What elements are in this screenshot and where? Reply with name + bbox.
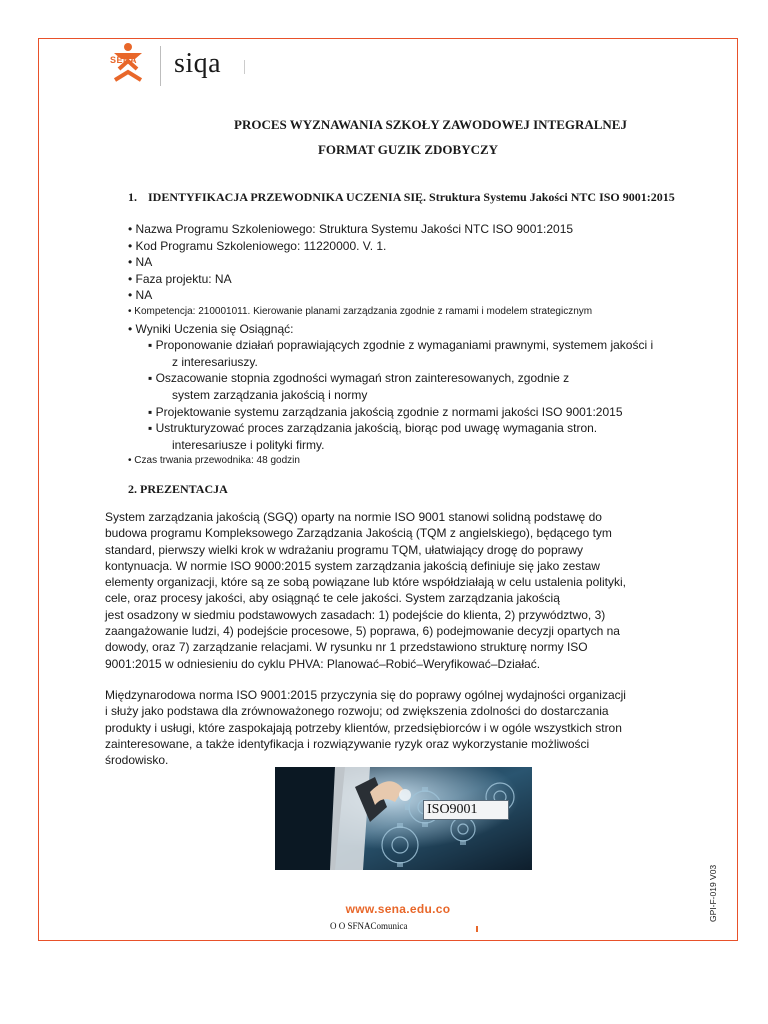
project-phase: • Faza projektu: NA [128, 271, 232, 286]
paragraph-line: zaangażowanie ludzi, 4) podejście procesowe, 5) poprawa, 6) podejmowanie decyzji opartych na [105, 624, 620, 639]
footer-accent [476, 926, 478, 932]
learning-outcome-continued: system zarządzania jakością i normy [172, 387, 368, 402]
paragraph-line: i służy jako podstawa dla zrównoważonego rozwoju; od zwiększenia zdolności do dostarczania [105, 704, 609, 719]
paragraph-line: kontynuacja. W normie ISO 9000:2015 system zarządzania jakością definiuje się jako zestaw [105, 558, 600, 573]
presentation-paragraph-2 [105, 687, 645, 768]
section1-list [128, 221, 708, 470]
section1-heading [128, 189, 700, 205]
iso9001-label: ISO9001 [423, 800, 509, 820]
sena-logo-icon [105, 42, 151, 88]
paragraph-line: jest osadzony w siedmiu podstawowych zasadach: 1) podejście do klienta, 2) przywództwo, 3) [105, 607, 606, 622]
footer-website: www.sena.edu.co [345, 902, 451, 916]
paragraph-line: zainteresowane, a także identyfikacja i rozwiązywanie ryzyk oraz wykorzystanie możliwości [105, 736, 590, 751]
paragraph-line: standard, pierwszy wielki krok w wdrażaniu programu TQM, ułatwiający drogę do poprawy [105, 542, 583, 557]
learning-outcome: ▪ Proponowanie działań poprawiających zgodnie z wymaganiami prawnymi, systemem jakości i [148, 338, 654, 353]
brand-name: siqa [174, 48, 222, 79]
document-title: PROCES WYZNAWANIA SZKOŁY ZAWODOWEJ INTEGRALNEJ [234, 117, 627, 132]
competence: • Kompetencja: 210001011. Kierowanie planami zarządzania zgodnie z ramami i modelem strategicznym [128, 305, 593, 317]
iso9001-illustration [275, 767, 532, 870]
paragraph-line: elementy organizacji, które są ze sobą powiązane lub które współdziałają w celu ustalenia polityki, [105, 575, 626, 590]
paragraph-line: 9001:2015 w odniesieniu do cyklu PHVA: Planować–Robić–Weryfikować–Działać. [105, 656, 541, 671]
footer-social: O O SFNAComunica [330, 921, 408, 931]
learning-outcome: ▪ Oszacowanie stopnia zgodności wymagań stron zainteresowanych, zgodnie z [148, 371, 570, 386]
paragraph-line: cele, oraz procesy jakości, aby osiągnąć te cele jakości. System zarządzania jakością [105, 591, 560, 606]
learning-outcome: ▪ Projektowanie systemu zarządzania jakością zgodnie z normami jakości ISO 9001:2015 [148, 404, 623, 419]
list-item: • NA [128, 288, 153, 303]
section1-number: 1. [128, 190, 137, 204]
program-code: • Kod Programu Szkoleniowego: 11220000. V. 1. [128, 238, 387, 253]
learning-outcomes-label: • Wyniki Uczenia się Osiągnąć: [128, 321, 294, 336]
list-item: • NA [128, 255, 153, 270]
paragraph-line: środowisko. [105, 753, 169, 768]
learning-outcome: ▪ Ustrukturyzować proces zarządzania jakością, biorąc pod uwagę wymagania stron. [148, 421, 598, 436]
logo-text: SENA [110, 55, 138, 65]
learning-outcome-continued: interesariusze i polityki firmy. [172, 437, 325, 452]
section1-heading-text: IDENTYFIKACJA PRZEWODNIKA UCZENIA SIĘ. Struktura Systemu Jakości NTC ISO 9001:2015 [148, 190, 675, 204]
presentation-paragraph-1 [105, 509, 645, 672]
guide-duration: • Czas trwania przewodnika: 48 godzin [128, 455, 300, 467]
paragraph-line: dowody, oraz 7) zarządzanie relacjami. W rysunku nr 1 przedstawiono strukturę normy ISO [105, 640, 588, 655]
document-code: GPI-F-019 V03 [708, 864, 718, 922]
paragraph-line: produkty i usługi, które zaspokajają potrzeby klientów, przedsiębiorców i w ogóle wszystkich stron [105, 720, 622, 735]
section2-heading: 2. PREZENTACJA [128, 482, 228, 496]
learning-outcome-continued: z interesariuszy. [172, 354, 258, 369]
document-subtitle: FORMAT GUZIK ZDOBYCZY [317, 142, 499, 157]
header-divider [244, 60, 245, 74]
paragraph-line: System zarządzania jakością (SGQ) oparty na normie ISO 9001 stanowi solidną podstawę do [105, 510, 602, 524]
paragraph-line: budowa programu Kompleksowego Zarządzania Jakością (TQM z angielskiego), będącego tym [105, 526, 612, 541]
program-name: • Nazwa Programu Szkoleniowego: Struktura Systemu Jakości NTC ISO 9001:2015 [128, 222, 574, 236]
paragraph-line: Międzynarodowa norma ISO 9001:2015 przyczynia się do poprawy ogólnej wydajności organizacji [105, 688, 626, 702]
logo-divider [160, 46, 161, 86]
